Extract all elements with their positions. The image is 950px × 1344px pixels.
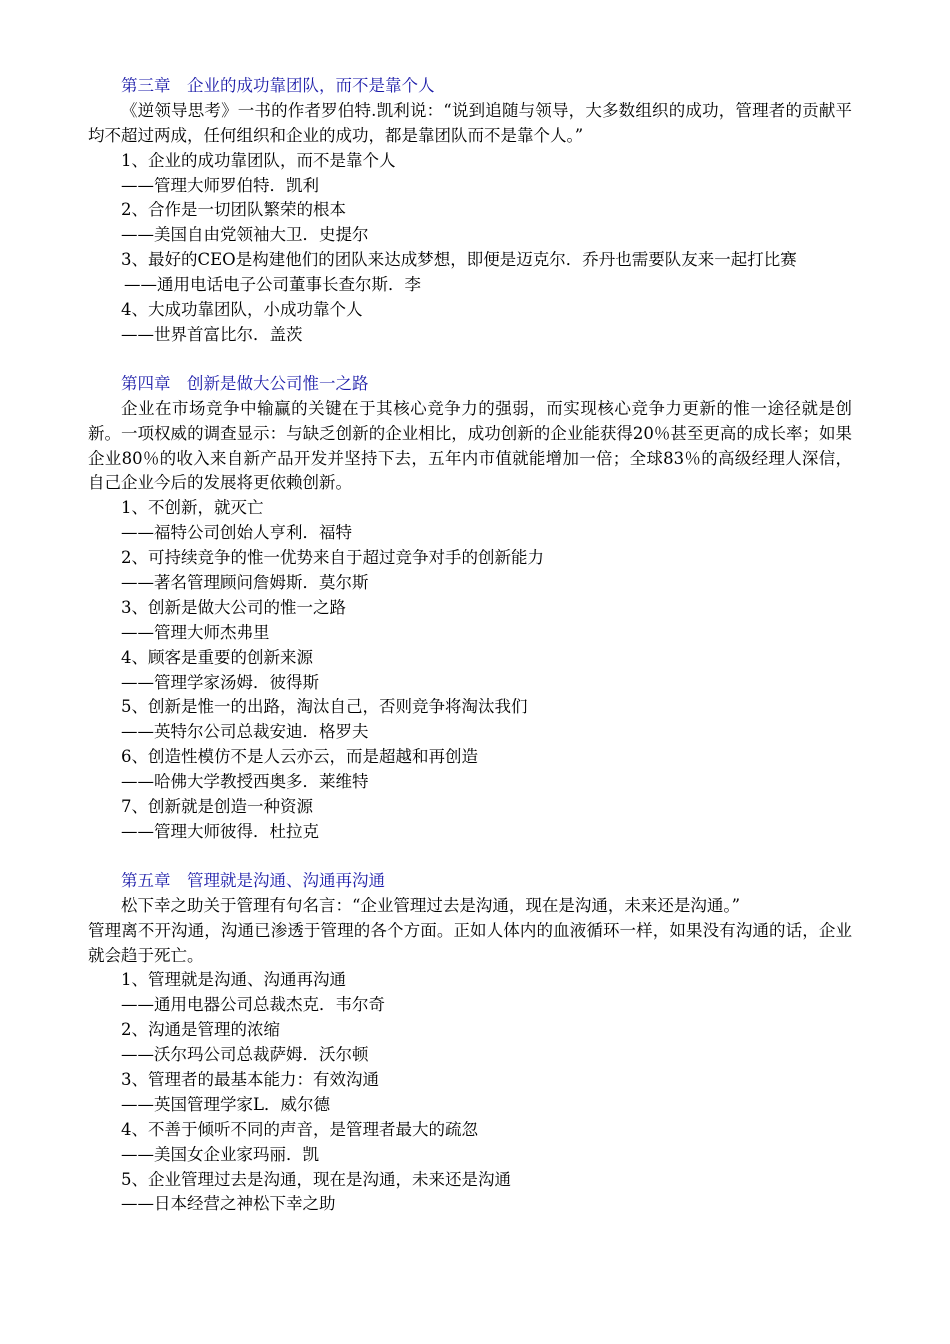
quote-author: ——美国自由党领袖大卫．史提尔 — [121, 225, 369, 245]
quote-item: 4、顾客是重要的创新来源 — [121, 647, 313, 667]
chapter-intro: 企业在市场竞争中输赢的关键在于其核心竞争力的强弱，而实现核心竞争力更新的惟一途径就是创新。一项权威的调查显示：与缺乏创新的企业相比，成功创新的企业能获得20％甚至更高的成长率；如果企业80％的收入来自新产品开发并坚持下去，五年内市值就能增加一倍；全球83％的高级经理人深信，自己企业今后的发展将更依赖创新。 — [88, 398, 852, 493]
quote-author: ——日本经营之神松下幸之助 — [121, 1194, 336, 1214]
quote-item: 2、沟通是管理的浓缩 — [121, 1020, 280, 1040]
quote-author: ——管理学家汤姆．彼得斯 — [121, 672, 319, 692]
quote-author: ——管理大师彼得．杜拉克 — [121, 821, 319, 841]
quote-author: ——美国女企业家玛丽．凯 — [121, 1144, 319, 1164]
chapter-intro-first: 松下幸之助关于管理有句名言：“企业管理过去是沟通，现在是沟通，未来还是沟通。” — [121, 895, 741, 915]
quote-author: ——管理大师罗伯特．凯利 — [121, 175, 319, 195]
chapter-intro-rest: 管理离不开沟通，沟通已渗透于管理的各个方面。正如人体内的血液循环一样，如果没有沟通的话，企业就会趋于死亡。 — [88, 920, 852, 965]
quote-item: 3、最好的CEO是构建他们的团队来达成梦想，即便是迈克尔．乔丹也需要队友来一起打比赛 — [121, 250, 797, 270]
chapter-3 — [88, 74, 852, 348]
quote-author: ——著名管理顾问詹姆斯．莫尔斯 — [121, 573, 369, 593]
quote-item: 2、可持续竞争的惟一优势来自于超过竞争对手的创新能力 — [121, 548, 544, 568]
chapter-4 — [88, 372, 852, 845]
quote-item: 1、企业的成功靠团队，而不是靠个人 — [121, 150, 396, 170]
chapter-heading: 第四章 创新是做大公司惟一之路 — [121, 373, 369, 393]
quote-author: ——哈佛大学教授西奥多．莱维特 — [121, 772, 369, 792]
quote-author: ——福特公司创始人亨利．福特 — [121, 523, 352, 543]
quote-item: 2、合作是一切团队繁荣的根本 — [121, 200, 346, 220]
quote-author: ——通用电话电子公司董事长查尔斯．李 — [124, 275, 421, 295]
quote-item: 5、企业管理过去是沟通，现在是沟通，未来还是沟通 — [121, 1169, 511, 1189]
quote-author: ——管理大师杰弗里 — [121, 622, 270, 642]
chapter-heading: 第五章 管理就是沟通、沟通再沟通 — [121, 870, 385, 890]
quote-item: 7、创新就是创造一种资源 — [121, 797, 313, 817]
quote-author: ——英特尔公司总裁安迪．格罗夫 — [121, 722, 369, 742]
quote-item: 4、大成功靠团队，小成功靠个人 — [121, 300, 363, 320]
chapter-5 — [88, 869, 852, 1218]
document-page — [88, 74, 852, 1241]
quote-item: 3、创新是做大公司的惟一之路 — [121, 597, 346, 617]
quote-author: ——沃尔玛公司总裁萨姆．沃尔顿 — [121, 1045, 369, 1065]
quote-author: ——通用电器公司总裁杰克．韦尔奇 — [121, 995, 385, 1015]
quote-item: 1、不创新，就灭亡 — [121, 498, 264, 518]
quote-item: 4、不善于倾听不同的声音，是管理者最大的疏忽 — [121, 1119, 478, 1139]
chapter-intro: 《逆领导思考》一书的作者罗伯特.凯利说：“说到追随与领导，大多数组织的成功，管理者的贡献平均不超过两成，任何组织和企业的成功，都是靠团队而不是靠个人。” — [88, 100, 852, 145]
quote-item: 6、创造性模仿不是人云亦云，而是超越和再创造 — [121, 747, 478, 767]
quote-item: 3、管理者的最基本能力：有效沟通 — [121, 1069, 379, 1089]
quote-item: 1、管理就是沟通、沟通再沟通 — [121, 970, 346, 990]
quote-author: ——英国管理学家L．威尔德 — [121, 1094, 330, 1114]
chapter-heading: 第三章 企业的成功靠团队，而不是靠个人 — [121, 76, 435, 95]
quote-item: 5、创新是惟一的出路，淘汰自己，否则竞争将淘汰我们 — [121, 697, 528, 717]
quote-author: ——世界首富比尔．盖茨 — [121, 324, 303, 344]
